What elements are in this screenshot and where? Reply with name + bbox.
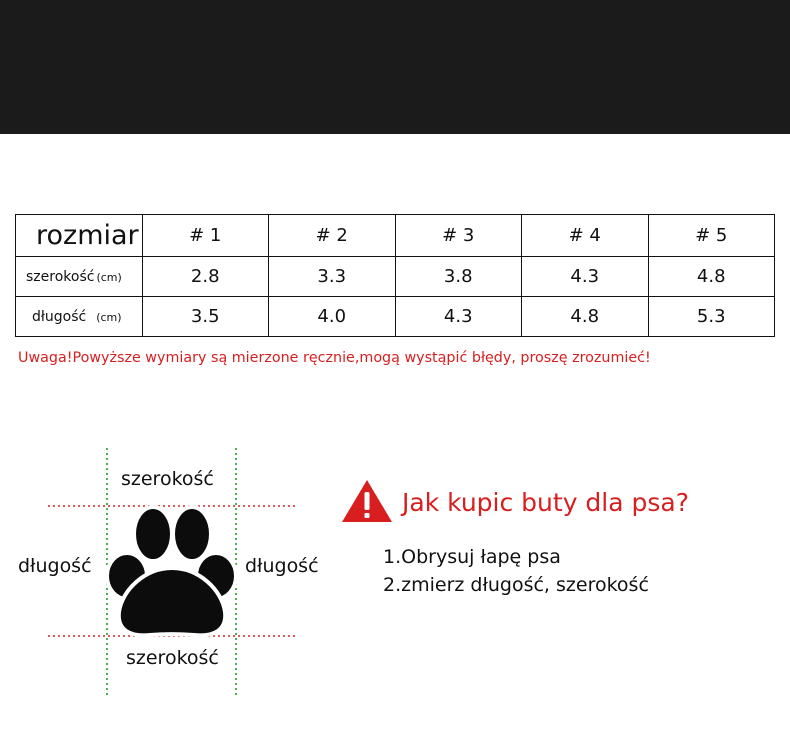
size-header-cell: # 4 [522, 215, 649, 257]
table-cell: 3.3 [269, 257, 396, 297]
row-unit: (cm) [96, 270, 122, 284]
table-cell: 4.8 [648, 257, 775, 297]
diagram-width-label-top: szerokość [121, 468, 214, 490]
howto-title: Jak kupic buty dla psa? [402, 488, 689, 517]
paw-measurement-diagram [0, 440, 330, 700]
top-dark-band [0, 0, 790, 134]
row-label-width [16, 257, 143, 297]
table-cell: 4.3 [395, 297, 522, 337]
table-cell: 3.8 [395, 257, 522, 297]
diagram-length-label-left: długość [18, 555, 92, 577]
row-label-length [16, 297, 143, 337]
row-unit: (cm) [96, 310, 122, 324]
warning-triangle-icon [340, 478, 394, 524]
howto-step-2: 2.zmierz długość, szerokość [383, 574, 649, 596]
table-row [16, 257, 775, 297]
table-cell: 5.3 [648, 297, 775, 337]
row-label-text: szerokość [26, 268, 95, 285]
diagram-length-label-right: długość [245, 555, 319, 577]
size-table-header-label: rozmiar [16, 215, 143, 257]
size-header-cell: # 5 [648, 215, 775, 257]
table-row [16, 297, 775, 337]
table-cell: 3.5 [142, 297, 269, 337]
size-header-cell: # 3 [395, 215, 522, 257]
size-table [15, 214, 775, 337]
table-cell: 4.0 [269, 297, 396, 337]
table-cell: 4.3 [522, 257, 649, 297]
size-header-cell: # 2 [269, 215, 396, 257]
table-cell: 4.8 [522, 297, 649, 337]
size-header-cell: # 1 [142, 215, 269, 257]
row-label-text: długość [32, 308, 87, 325]
howto-step-1: 1.Obrysuj łapę psa [383, 546, 561, 568]
measurement-warning-note: Uwaga!Powyższe wymiary są mierzone ręcznie,mogą wystąpić błędy, proszę zrozumieć! [18, 350, 651, 366]
diagram-width-label-bottom: szerokość [126, 647, 219, 669]
size-table-header-row [16, 215, 775, 257]
paw-print-icon [107, 507, 236, 635]
table-cell: 2.8 [142, 257, 269, 297]
